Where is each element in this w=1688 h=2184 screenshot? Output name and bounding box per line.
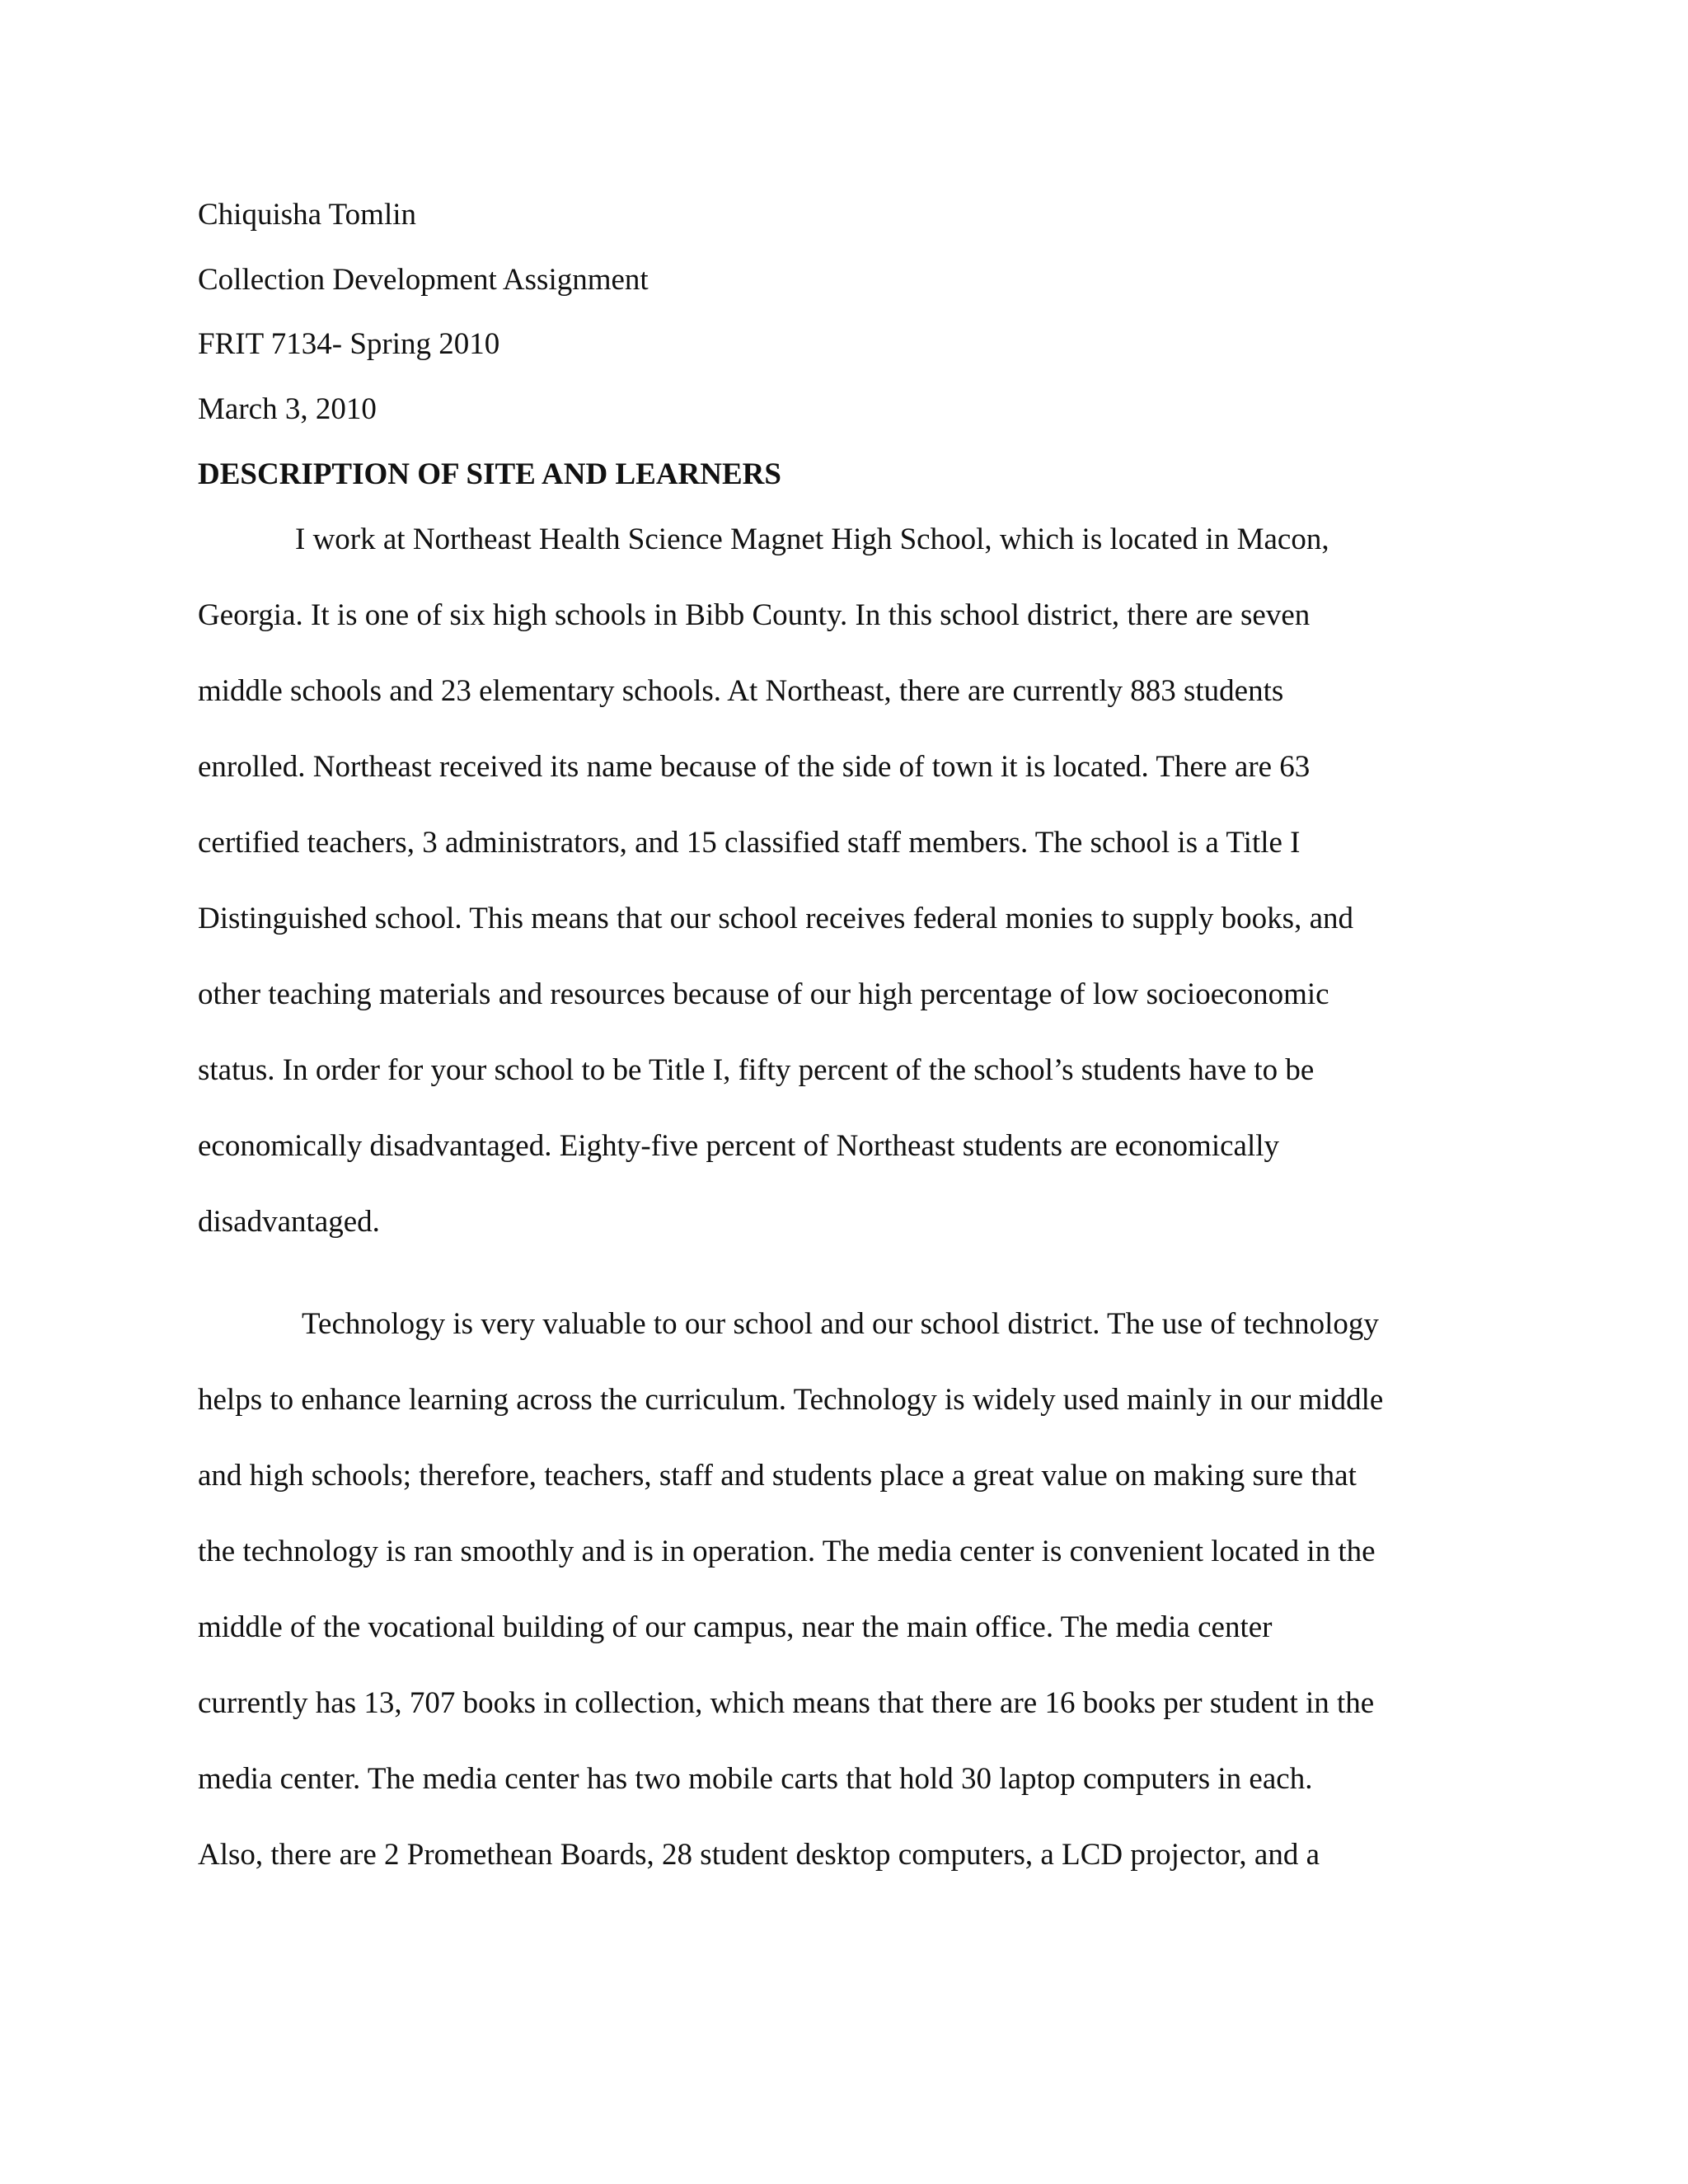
paragraph-2-line: media center. The media center has two mobile carts that hold 30 laptop computers in each. bbox=[198, 1762, 1313, 1796]
paragraph-1-line: certified teachers, 3 administrators, and 15 classified staff members. The school is a Title I bbox=[198, 826, 1301, 860]
paragraph-2-line: currently has 13, 707 books in collection, which means that there are 16 books per student in the bbox=[198, 1686, 1375, 1720]
paragraph-1-line: economically disadvantaged. Eighty-five percent of Northeast students are economically bbox=[198, 1129, 1280, 1163]
paragraph-1-line: Georgia. It is one of six high schools in Bibb County. In this school district, there are seven bbox=[198, 598, 1311, 632]
document-date: March 3, 2010 bbox=[198, 392, 377, 426]
paragraph-2-line: Also, there are 2 Promethean Boards, 28 student desktop computers, a LCD projector, and a bbox=[198, 1838, 1320, 1872]
paragraph-2-line: helps to enhance learning across the curriculum. Technology is widely used mainly in our middle bbox=[198, 1383, 1384, 1417]
paragraph-2-line: and high schools; therefore, teachers, staff and students place a great value on making sure that bbox=[198, 1459, 1357, 1493]
author-name: Chiquisha Tomlin bbox=[198, 198, 416, 232]
section-heading: DESCRIPTION OF SITE AND LEARNERS bbox=[198, 457, 781, 491]
paragraph-1-line: middle schools and 23 elementary schools. At Northeast, there are currently 883 students bbox=[198, 674, 1284, 708]
paragraph-1-line: enrolled. Northeast received its name because of the side of town it is located. There are 63 bbox=[198, 750, 1311, 784]
paragraph-1-line: status. In order for your school to be Title I, fifty percent of the school’s students have to be bbox=[198, 1053, 1315, 1087]
paragraph-2-line: middle of the vocational building of our campus, near the main office. The media center bbox=[198, 1610, 1273, 1644]
paragraph-2-line: the technology is ran smoothly and is in operation. The media center is convenient located in the bbox=[198, 1535, 1376, 1568]
paragraph-1-line: I work at Northeast Health Science Magnet High School, which is located in Macon, bbox=[295, 523, 1329, 556]
assignment-title: Collection Development Assignment bbox=[198, 263, 649, 297]
paragraph-2-line: Technology is very valuable to our school and our school district. The use of technology bbox=[302, 1307, 1379, 1341]
paragraph-1-line: disadvantaged. bbox=[198, 1205, 380, 1239]
course-name: FRIT 7134- Spring 2010 bbox=[198, 327, 500, 361]
paragraph-1-line: other teaching materials and resources because of our high percentage of low socioeconomic bbox=[198, 977, 1329, 1011]
paragraph-1-line: Distinguished school. This means that our school receives federal monies to supply books, and bbox=[198, 902, 1353, 935]
